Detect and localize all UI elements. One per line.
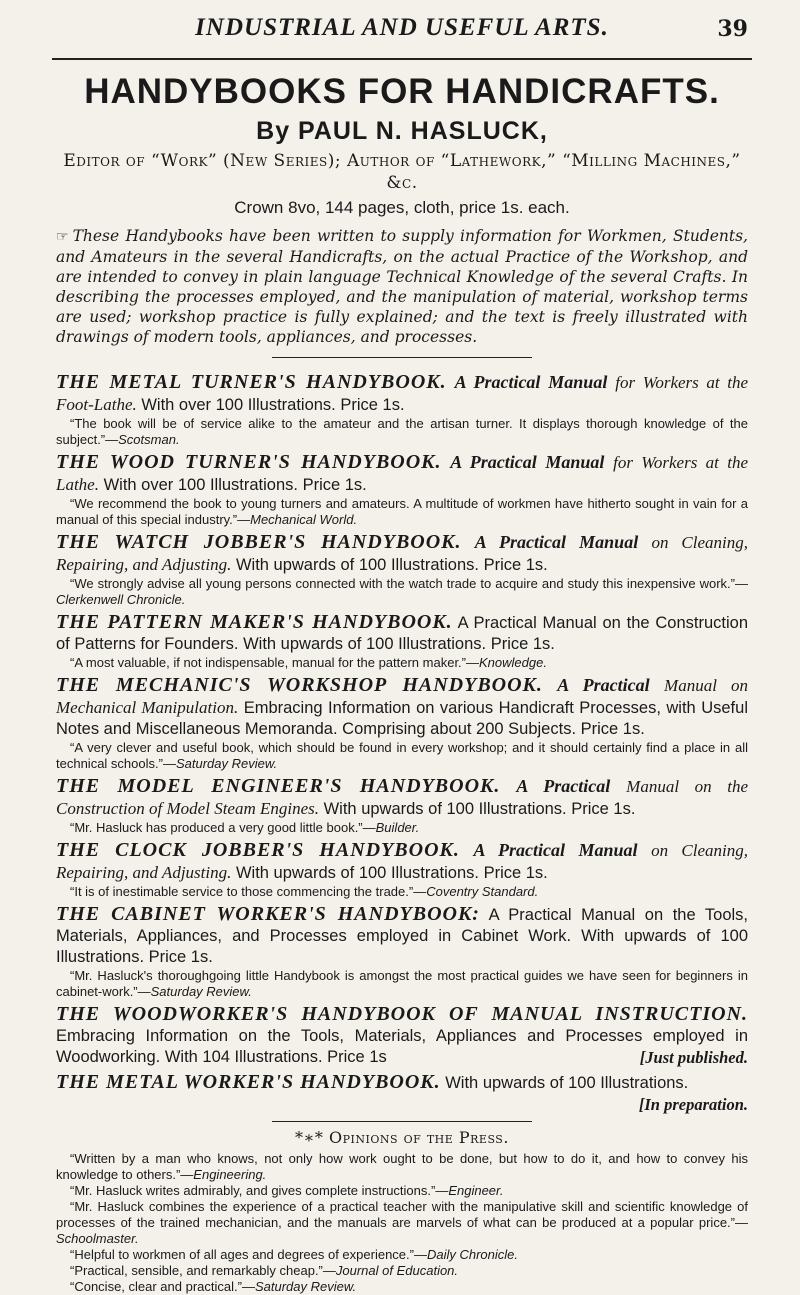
book-details: With upwards of 100 Illustrations. Price 1s. <box>323 800 636 818</box>
book-title: THE MECHANIC'S WORKSHOP HANDYBOOK. <box>56 674 543 696</box>
book-description <box>56 532 748 576</box>
opinion-source: Saturday Review. <box>254 1279 357 1294</box>
book-subtitle-lead: A Practical <box>516 776 611 796</box>
book-entry <box>56 776 748 836</box>
page-number: 39 <box>717 16 748 42</box>
book-subtitle: for Workers at the Lathe. <box>56 453 749 494</box>
review-quote: “Mr. Hasluck's thoroughgoing little Handybook is amongst the most practical guides we have seen for beginners in cabinet-work.”— <box>56 968 748 999</box>
pointing-hand-icon: ☞ <box>56 229 69 245</box>
opinion-quote: “Practical, sensible, and remarkably cheap.”— <box>70 1263 336 1278</box>
book-subtitle-lead: A Practical Manual <box>474 532 639 552</box>
review-source: Scotsman. <box>118 432 180 447</box>
book-review <box>56 496 748 528</box>
book-title: THE METAL WORKER'S HANDYBOOK. <box>56 1071 441 1093</box>
review-source: Mechanical World. <box>250 512 358 527</box>
page-title: HANDYBOOKS FOR HANDICRAFTS. <box>84 72 720 111</box>
book-subtitle-lead: A Practical Manual <box>473 840 638 860</box>
book-subtitle-lead: A Practical Manual <box>454 372 608 392</box>
review-source: Saturday Review. <box>175 756 278 771</box>
review-source: Saturday Review. <box>150 984 252 999</box>
opinion-quote: “Written by a man who knows, not only how work ought to be done, but how to do it, and how to convey his knowledge to others.”— <box>56 1151 748 1182</box>
book-details: With over 100 Illustrations. Price 1s. <box>103 476 367 494</box>
opinion-list <box>56 1151 748 1295</box>
book-review <box>56 576 748 608</box>
book-list <box>56 372 748 1115</box>
book-subtitle: for Workers at the Foot-Lathe. <box>56 373 748 414</box>
book-description <box>56 840 748 884</box>
book-description <box>56 776 748 820</box>
book-entry <box>56 532 748 608</box>
intro-text: These Handybooks have been written to supply information for Workmen, Students, and Amateurs in the several Handicrafts, on the actual Practice of the Workshop, and are intended to convey in plain language Technical Knowledge of the several Crafts. In describing the processes employed, and the manipulation of material, workshop terms are used; workshop practice is fully explained; and the text is freely illustrated with drawings of modern tools, appliances, and processes. <box>56 227 748 346</box>
book-title: THE WOODWORKER'S HANDYBOOK OF MANUAL INSTRUCTION. <box>56 1003 748 1025</box>
opinion-source: Schoolmaster. <box>56 1231 139 1246</box>
book-title: THE WOOD TURNER'S HANDYBOOK. <box>56 451 442 473</box>
book-description <box>56 372 748 416</box>
opinion-quote: “Concise, clear and practical.”— <box>70 1279 255 1294</box>
review-source: Coventry Standard. <box>426 884 539 899</box>
opinion-source: Engineering. <box>193 1167 267 1182</box>
book-title: THE CABINET WORKER'S HANDYBOOK: <box>56 903 480 925</box>
book-title: THE PATTERN MAKER'S HANDYBOOK. <box>56 611 453 633</box>
opinion-source: Daily Chronicle. <box>426 1247 519 1262</box>
book-subtitle: Manual on the Construction of Model Steam Engines. <box>56 777 749 818</box>
book-entry <box>56 1004 748 1068</box>
book-entry <box>56 840 748 900</box>
book-review <box>56 416 748 448</box>
book-review <box>56 820 748 836</box>
book-entry <box>56 612 748 671</box>
running-head <box>56 0 748 58</box>
book-entry <box>56 675 748 772</box>
book-description <box>56 904 748 968</box>
press-opinion <box>56 1199 748 1247</box>
book-review <box>56 655 748 671</box>
book-details: With upwards of 100 Illustrations. <box>445 1074 689 1092</box>
section-divider <box>272 357 532 358</box>
opinion-source: Engineer. <box>448 1183 504 1198</box>
review-quote: “A very clever and useful book, which should be found in every workshop; and it should certainly find a place in all technical schools.”— <box>56 740 748 771</box>
book-description <box>56 1072 748 1115</box>
author-byline: By PAUL N. HASLUCK, <box>256 117 548 145</box>
book-details: A Practical Manual on the Construction of Patterns for Founders. With upwards of 100 Illustrations. Price 1s. <box>56 614 748 653</box>
book-subtitle: Manual on Mechanical Manipulation. <box>56 676 748 717</box>
opinions-divider <box>272 1121 532 1122</box>
press-opinion <box>56 1151 748 1183</box>
opinion-quote: “Helpful to workmen of all ages and degrees of experience.”— <box>70 1247 427 1262</box>
book-entry <box>56 452 748 528</box>
author-credentials: Editor of “Work” (New Series); Author of “Lathework,” “Milling Machines,” &c. <box>63 151 741 193</box>
opinions-heading: *∗* Opinions of the Press. <box>295 1128 509 1147</box>
book-subtitle: on Cleaning, Repairing, and Adjusting. <box>56 841 748 882</box>
book-details: With upwards of 100 Illustrations. Price 1s. <box>235 864 548 882</box>
review-quote: “Mr. Hasluck has produced a very good little book.”— <box>70 820 376 835</box>
review-source: Clerkenwell Chronicle. <box>56 592 186 607</box>
review-quote: “The book will be of service alike to the amateur and the artisan turner. It displays thorough knowledge of the subject.”— <box>56 416 748 447</box>
review-quote: “We strongly advise all young persons connected with the watch trade to acquire and study this inexpensive work.”— <box>70 576 748 591</box>
opinion-source: Journal of Education. <box>335 1263 459 1278</box>
book-description <box>56 1004 748 1068</box>
book-title: THE CLOCK JOBBER'S HANDYBOOK. <box>56 839 460 861</box>
book-subtitle-lead: A Practical Manual <box>450 452 605 472</box>
press-opinion <box>56 1279 748 1295</box>
book-entry <box>56 372 748 448</box>
review-quote: “It is of inestimable service to those commencing the trade.”— <box>70 884 427 899</box>
review-source: Builder. <box>375 820 420 835</box>
opinion-quote: “Mr. Hasluck combines the experience of a practical teacher with the manipulative skill and scientific knowledge of processes of the trained mechanician, and the manuals are marvels of what can be produced at a popular price.”— <box>56 1199 748 1230</box>
book-description <box>56 675 748 740</box>
book-status: [In preparation. <box>638 1095 748 1114</box>
book-entry <box>56 904 748 1000</box>
book-details: With over 100 Illustrations. Price 1s. <box>141 396 405 414</box>
format-line: Crown 8vo, 144 pages, cloth, price 1s. each. <box>234 198 570 217</box>
book-description <box>56 452 748 496</box>
book-subtitle-lead: A Practical <box>557 675 650 695</box>
press-opinion <box>56 1247 748 1263</box>
book-details: With upwards of 100 Illustrations. Price 1s. <box>235 556 548 574</box>
book-review <box>56 968 748 1000</box>
book-review <box>56 884 748 900</box>
book-status: [Just published. <box>639 1048 748 1067</box>
review-source: Knowledge. <box>479 655 547 670</box>
header-rule <box>52 58 752 60</box>
book-title: THE WATCH JOBBER'S HANDYBOOK. <box>56 531 462 553</box>
book-subtitle: on Cleaning, Repairing, and Adjusting. <box>56 533 749 574</box>
book-details: A Practical Manual on the Tools, Materials, Appliances, and Processes employed in Cabinet Work. With upwards of 100 Illustrations. Price 1s. <box>56 906 748 966</box>
book-entry <box>56 1072 748 1115</box>
book-details: Embracing Information on the Tools, Materials, Appliances and Processes employed in Woodworking. With 104 Illustrations. Price 1s <box>56 1027 748 1066</box>
book-title: THE METAL TURNER'S HANDYBOOK. <box>56 371 447 393</box>
book-description <box>56 612 748 655</box>
press-opinion <box>56 1183 748 1199</box>
book-details: Embracing Information on various Handicraft Processes, with Useful Notes and Miscellaneous Memoranda. Comprising about 200 Subjects. Price 1s. <box>56 699 748 738</box>
review-quote: “We recommend the book to young turners and amateurs. A multitude of workmen have hitherto sought in vain for a manual of this special industry.”— <box>56 496 748 527</box>
intro-paragraph <box>56 226 748 347</box>
book-review <box>56 740 748 772</box>
book-title: THE MODEL ENGINEER'S HANDYBOOK. <box>56 775 501 797</box>
opinion-quote: “Mr. Hasluck writes admirably, and gives complete instructions.”— <box>70 1183 449 1198</box>
review-quote: “A most valuable, if not indispensable, manual for the pattern maker.”— <box>70 655 479 670</box>
running-title: INDUSTRIAL AND USEFUL ARTS. <box>195 14 609 41</box>
